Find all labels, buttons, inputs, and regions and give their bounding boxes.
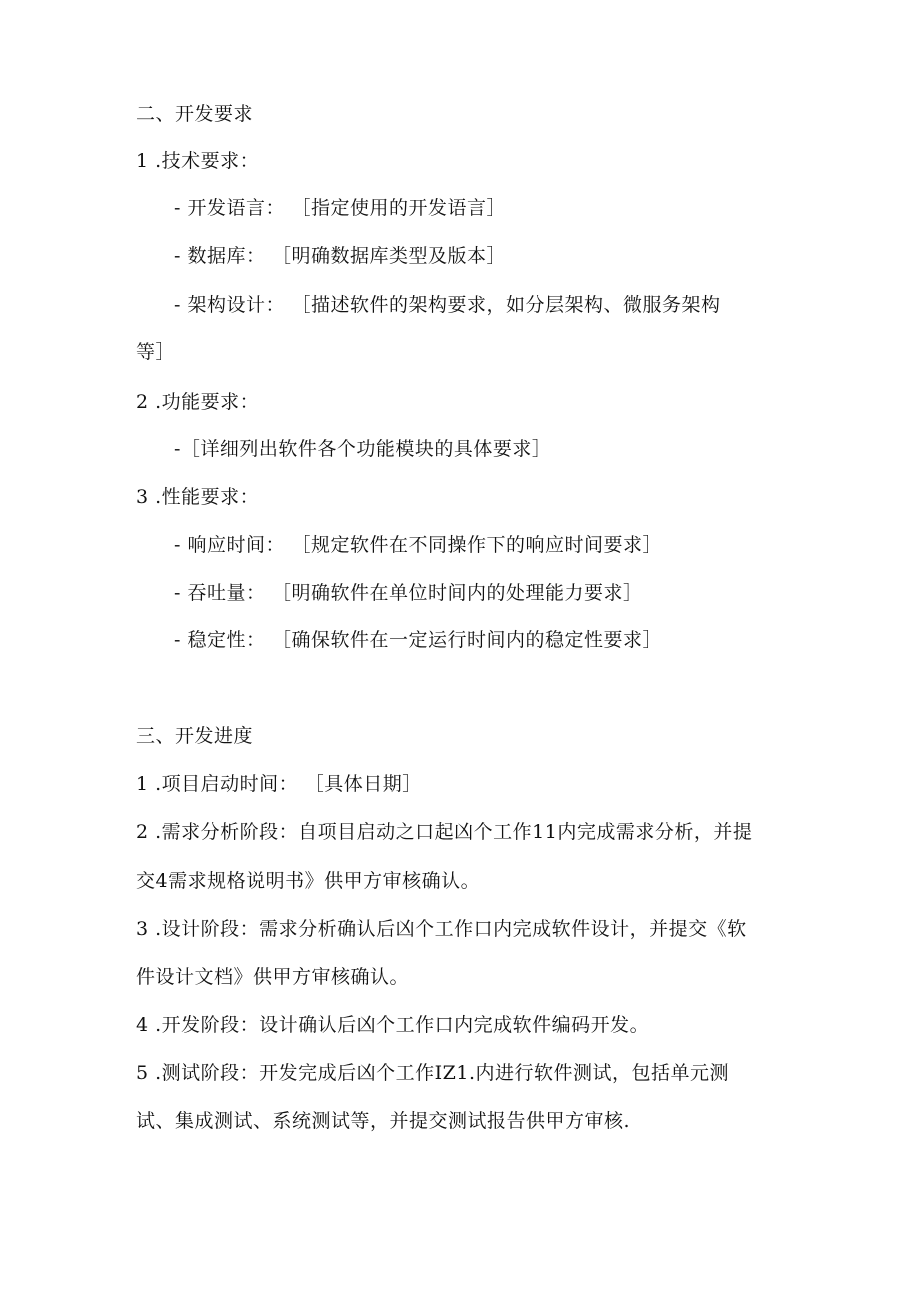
- list-item: - 稳定性： ［确保软件在一定运行时间内的稳定性要求］: [174, 629, 663, 651]
- list-item: 交4需求规格说明书》供甲方审核确认。: [136, 870, 481, 892]
- list-item: 4 .开发阶段：设计确认后凶个工作口内完成软件编码开发。: [136, 1014, 650, 1036]
- section-heading: 三、开发进度: [136, 725, 254, 747]
- section-heading: 二、开发要求: [136, 103, 254, 125]
- list-item: 2 .需求分析阶段：自项目启动之口起凶个工作11内完成需求分析，并提: [136, 821, 753, 843]
- list-item: -［详细列出软件各个功能模块的具体要求］: [174, 438, 552, 460]
- list-item: 试、集成测试、系统测试等，并提交测试报告供甲方审核.: [136, 1110, 631, 1132]
- list-item: 1 .项目启动时间： ［具体日期］: [136, 773, 422, 795]
- list-item: 1 .技术要求：: [136, 150, 260, 172]
- list-item: 等］: [136, 341, 176, 363]
- list-item: 3 .性能要求：: [136, 486, 260, 508]
- list-item: 5 .测试阶段：开发完成后凶个工作IZ1.内进行软件测试，包括单元测: [136, 1062, 730, 1084]
- list-item: - 吞吐量： ［明确软件在单位时间内的处理能力要求］: [174, 582, 643, 604]
- list-item: - 响应时间： ［规定软件在不同操作下的响应时间要求］: [174, 534, 663, 556]
- list-item: - 架构设计： ［描述软件的架构要求，如分层架构、微服务架构: [174, 294, 721, 316]
- list-item: 3 .设计阶段：需求分析确认后凶个工作口内完成软件设计，并提交《软: [136, 918, 747, 940]
- list-item: - 开发语言： ［指定使用的开发语言］: [174, 197, 506, 219]
- list-item: 2 .功能要求：: [136, 391, 260, 413]
- list-item: - 数据库： ［明确数据库类型及版本］: [174, 245, 506, 267]
- list-item: 件设计文档》供甲方审核确认。: [136, 966, 410, 988]
